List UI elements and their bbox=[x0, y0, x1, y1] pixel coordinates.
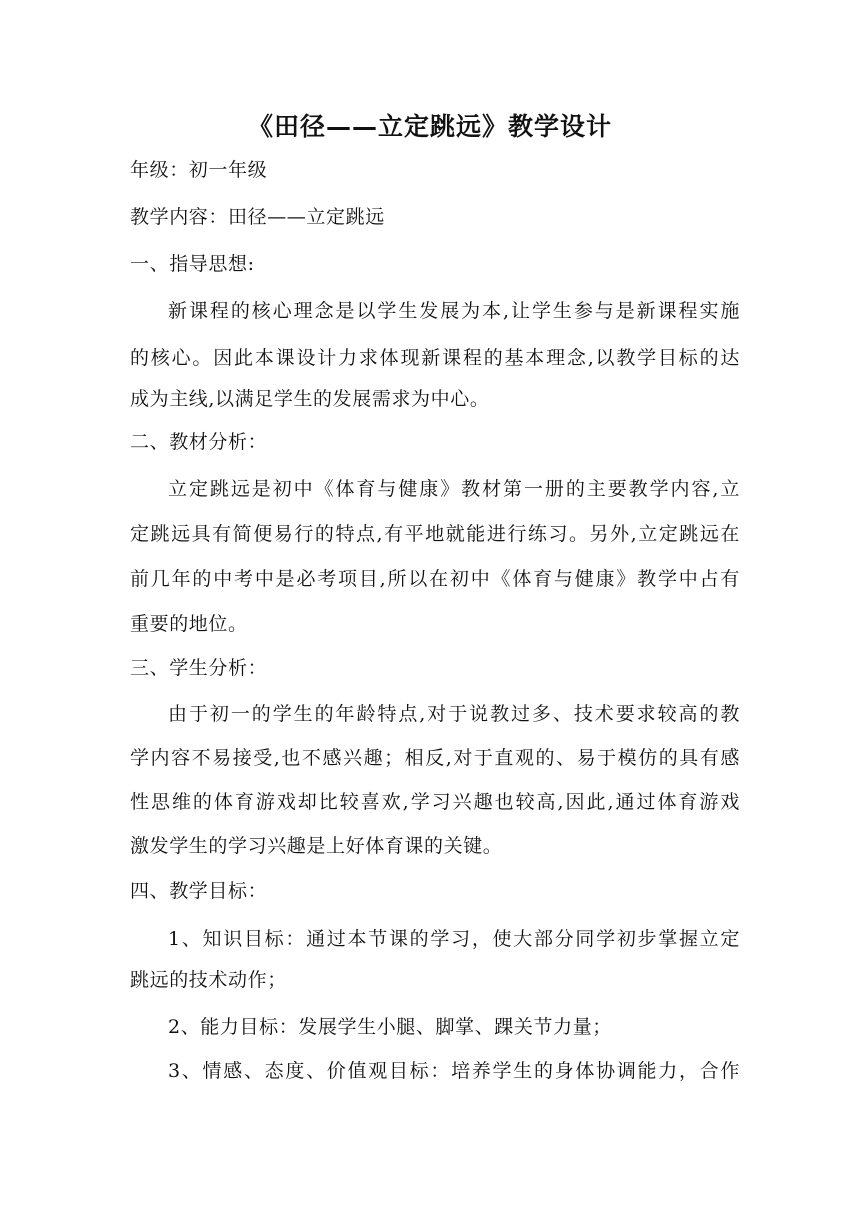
document-title: 《田径——立定跳远》教学设计 bbox=[247, 112, 612, 141]
section-heading-materials: 二、教材分析： bbox=[130, 431, 268, 453]
grade-line: 年级：初一年级 bbox=[130, 159, 268, 181]
objectives-line-4: 3、情感、态度、价值观目标：培养学生的身体协调能力，合作 bbox=[168, 1060, 740, 1082]
objectives-line-2: 跳远的技术动作； bbox=[130, 969, 287, 991]
materials-line-1: 立定跳远是初中《体育与健康》教材第一册的主要教学内容,立 bbox=[168, 478, 740, 500]
objectives-line-1: 1、知识目标：通过本节课的学习，使大部分同学初步掌握立定 bbox=[168, 928, 740, 950]
students-line-3: 性思维的体育游戏却比较喜欢,学习兴趣也较高,因此,通过体育游戏 bbox=[130, 791, 740, 813]
section-heading-objectives: 四、教学目标： bbox=[130, 880, 268, 902]
materials-line-2: 定跳远具有简便易行的特点,有平地就能进行练习。另外,立定跳远在 bbox=[130, 523, 740, 545]
students-line-2: 学内容不易接受,也不感兴趣；相反,对于直观的、易于模仿的具有感 bbox=[130, 747, 740, 769]
section-heading-guiding: 一、指导思想: bbox=[130, 253, 255, 275]
guiding-line-2: 的核心。因此本课设计力求体现新课程的基本理念,以教学目标的达 bbox=[130, 347, 740, 369]
objectives-line-3: 2、能力目标：发展学生小腿、脚掌、踝关节力量； bbox=[168, 1016, 612, 1038]
content-line: 教学内容：田径——立定跳远 bbox=[130, 206, 385, 228]
guiding-line-1: 新课程的核心理念是以学生发展为本,让学生参与是新课程实施 bbox=[168, 300, 740, 322]
materials-line-4: 重要的地位。 bbox=[130, 613, 248, 635]
students-line-4: 激发学生的学习兴趣是上好体育课的关键。 bbox=[130, 835, 503, 857]
students-line-1: 由于初一的学生的年龄特点,对于说教过多、技术要求较高的教 bbox=[168, 703, 740, 725]
guiding-line-3: 成为主线,以满足学生的发展需求为中心。 bbox=[130, 388, 490, 410]
materials-line-3: 前几年的中考中是必考项目,所以在初中《体育与健康》教学中占有 bbox=[130, 568, 740, 590]
section-heading-students: 三、学生分析： bbox=[130, 657, 268, 679]
